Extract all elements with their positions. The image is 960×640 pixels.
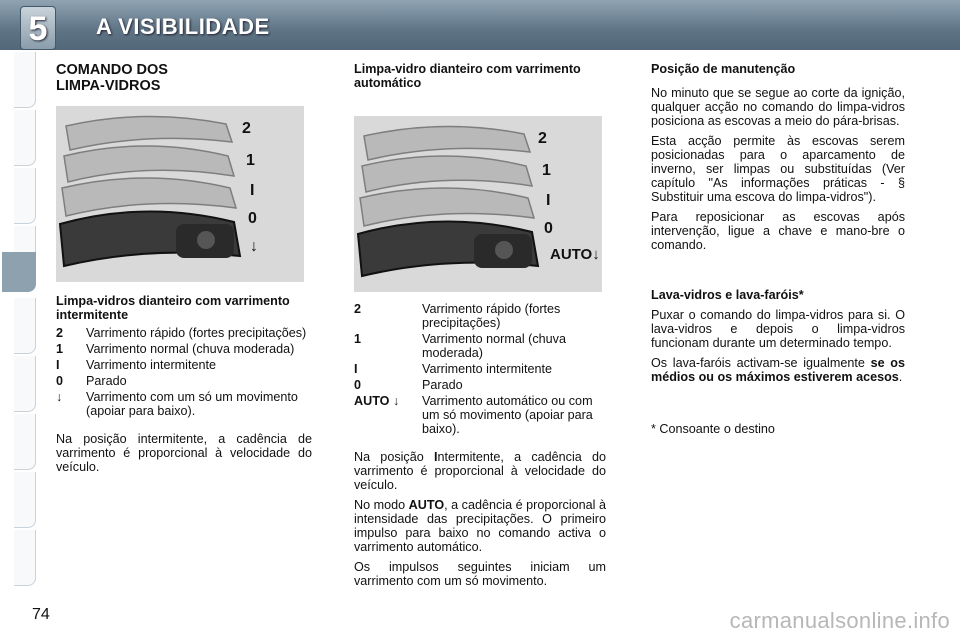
body-paragraph: Na posição Intermitente, a cadência do varrimento é proporcional à velocidade do veículo.	[354, 450, 606, 492]
wiper-stalk-auto-photo	[354, 116, 602, 292]
photo-label-0: 0	[544, 220, 553, 237]
chapter-tabs	[0, 52, 36, 582]
wiper-stalk-photo	[56, 106, 304, 282]
legend-item: 1 Varrimento normal (chuva moderada)	[354, 332, 566, 360]
column-wiper-intermittent	[56, 62, 312, 474]
legend-list	[56, 326, 312, 418]
heading-line-2: LIMPA-VIDROS	[56, 78, 161, 94]
chapter-number-badge: 5	[20, 6, 56, 50]
legend-item: 1 Varrimento normal (chuva moderada)	[56, 342, 295, 356]
page-number: 74	[32, 606, 50, 623]
legend-list	[354, 302, 606, 436]
chapter-title: A VISIBILIDADE	[96, 14, 270, 39]
watermark: carmanualsonline.info	[729, 608, 950, 633]
section-heading: Lava-vidros e lava-faróis*	[651, 288, 804, 302]
photo-label-2: 2	[538, 130, 547, 147]
section-heading	[56, 62, 312, 94]
body-paragraph: Para reposicionar as escovas após intervenção, ligue a chave e mano-bre o comando.	[651, 210, 905, 252]
legend-item: 2 Varrimento rápido (fortes precipitações)	[354, 302, 561, 330]
page-header	[0, 0, 960, 50]
photo-label-2: 2	[242, 120, 251, 137]
chapter-tab-8[interactable]	[14, 414, 36, 470]
body-paragraph: No modo AUTO, a cadência é proporcional à intensidade das precipitações. O primeiro impulso para baixo no comando activa o varrimento automático.	[354, 498, 606, 554]
legend-item: I Varrimento intermitente	[354, 362, 552, 376]
photo-label-1: 1	[246, 152, 255, 169]
body-paragraph: Na posição intermitente, a cadência de varrimento é proporcional à velocidade do veículo.	[56, 432, 312, 474]
legend-item: 0 Parado	[354, 378, 463, 392]
section-heading: Limpa-vidro dianteiro com varrimento automático	[354, 62, 581, 90]
body-paragraph: No minuto que se segue ao corte da ignição, qualquer acção no comando do limpa-vidros posiciona as escovas a meio do pára-brisas.	[651, 86, 905, 128]
legend-item: I Varrimento intermitente	[56, 358, 216, 372]
column-wiper-automatic	[354, 62, 606, 588]
legend-item: AUTO ↓ Varrimento automático ou com um só movimento (apoiar para baixo).	[354, 394, 593, 436]
footnote: * Consoante o destino	[651, 422, 775, 436]
heading-line-1: COMANDO DOS	[56, 62, 168, 78]
body-paragraph: Puxar o comando do limpa-vidros para si. O lava-vidros e depois o limpa-vidros funcionam durante um determinado tempo.	[651, 308, 905, 350]
chapter-tab-9[interactable]	[14, 472, 36, 528]
photo-label-1: 1	[542, 162, 551, 179]
chapter-tab-3[interactable]	[14, 168, 36, 224]
photo-label-i: I	[546, 192, 551, 209]
photo-label-down: ↓	[250, 238, 258, 255]
section-heading: Posição de manutenção	[651, 62, 796, 76]
chapter-tab-1[interactable]	[14, 52, 36, 108]
legend-item: 0 Parado	[56, 374, 127, 388]
subsection-heading: Limpa-vidros dianteiro com varrimento intermitente	[56, 294, 290, 322]
body-paragraph: Esta acção permite às escovas serem posicionadas para o aparcamento de inverno, ser limpas ou substituídas (Ver capítulo "As informações práticas - § Substituir uma escova do limpa-vidros").	[651, 134, 905, 204]
photo-label-0: 0	[248, 210, 257, 227]
chapter-tab-2[interactable]	[14, 110, 36, 166]
legend-item: 2 Varrimento rápido (fortes precipitações)	[56, 326, 307, 340]
chapter-tab-7[interactable]	[14, 356, 36, 412]
column-maintenance	[651, 62, 905, 436]
body-paragraph: Os impulsos seguintes iniciam um varrimento com um só movimento.	[354, 560, 606, 588]
body-paragraph: Os lava-faróis activam-se igualmente se os médios ou os máximos estiverem acesos.	[651, 356, 905, 384]
photo-label-auto: AUTO↓	[550, 246, 600, 263]
chapter-tab-5-active[interactable]	[2, 252, 36, 292]
photo-label-i: I	[250, 182, 255, 199]
chapter-tab-10[interactable]	[14, 530, 36, 586]
legend-item: ↓ Varrimento com um só um movimento (apoiar para baixo).	[56, 390, 298, 418]
chapter-tab-6[interactable]	[14, 298, 36, 354]
